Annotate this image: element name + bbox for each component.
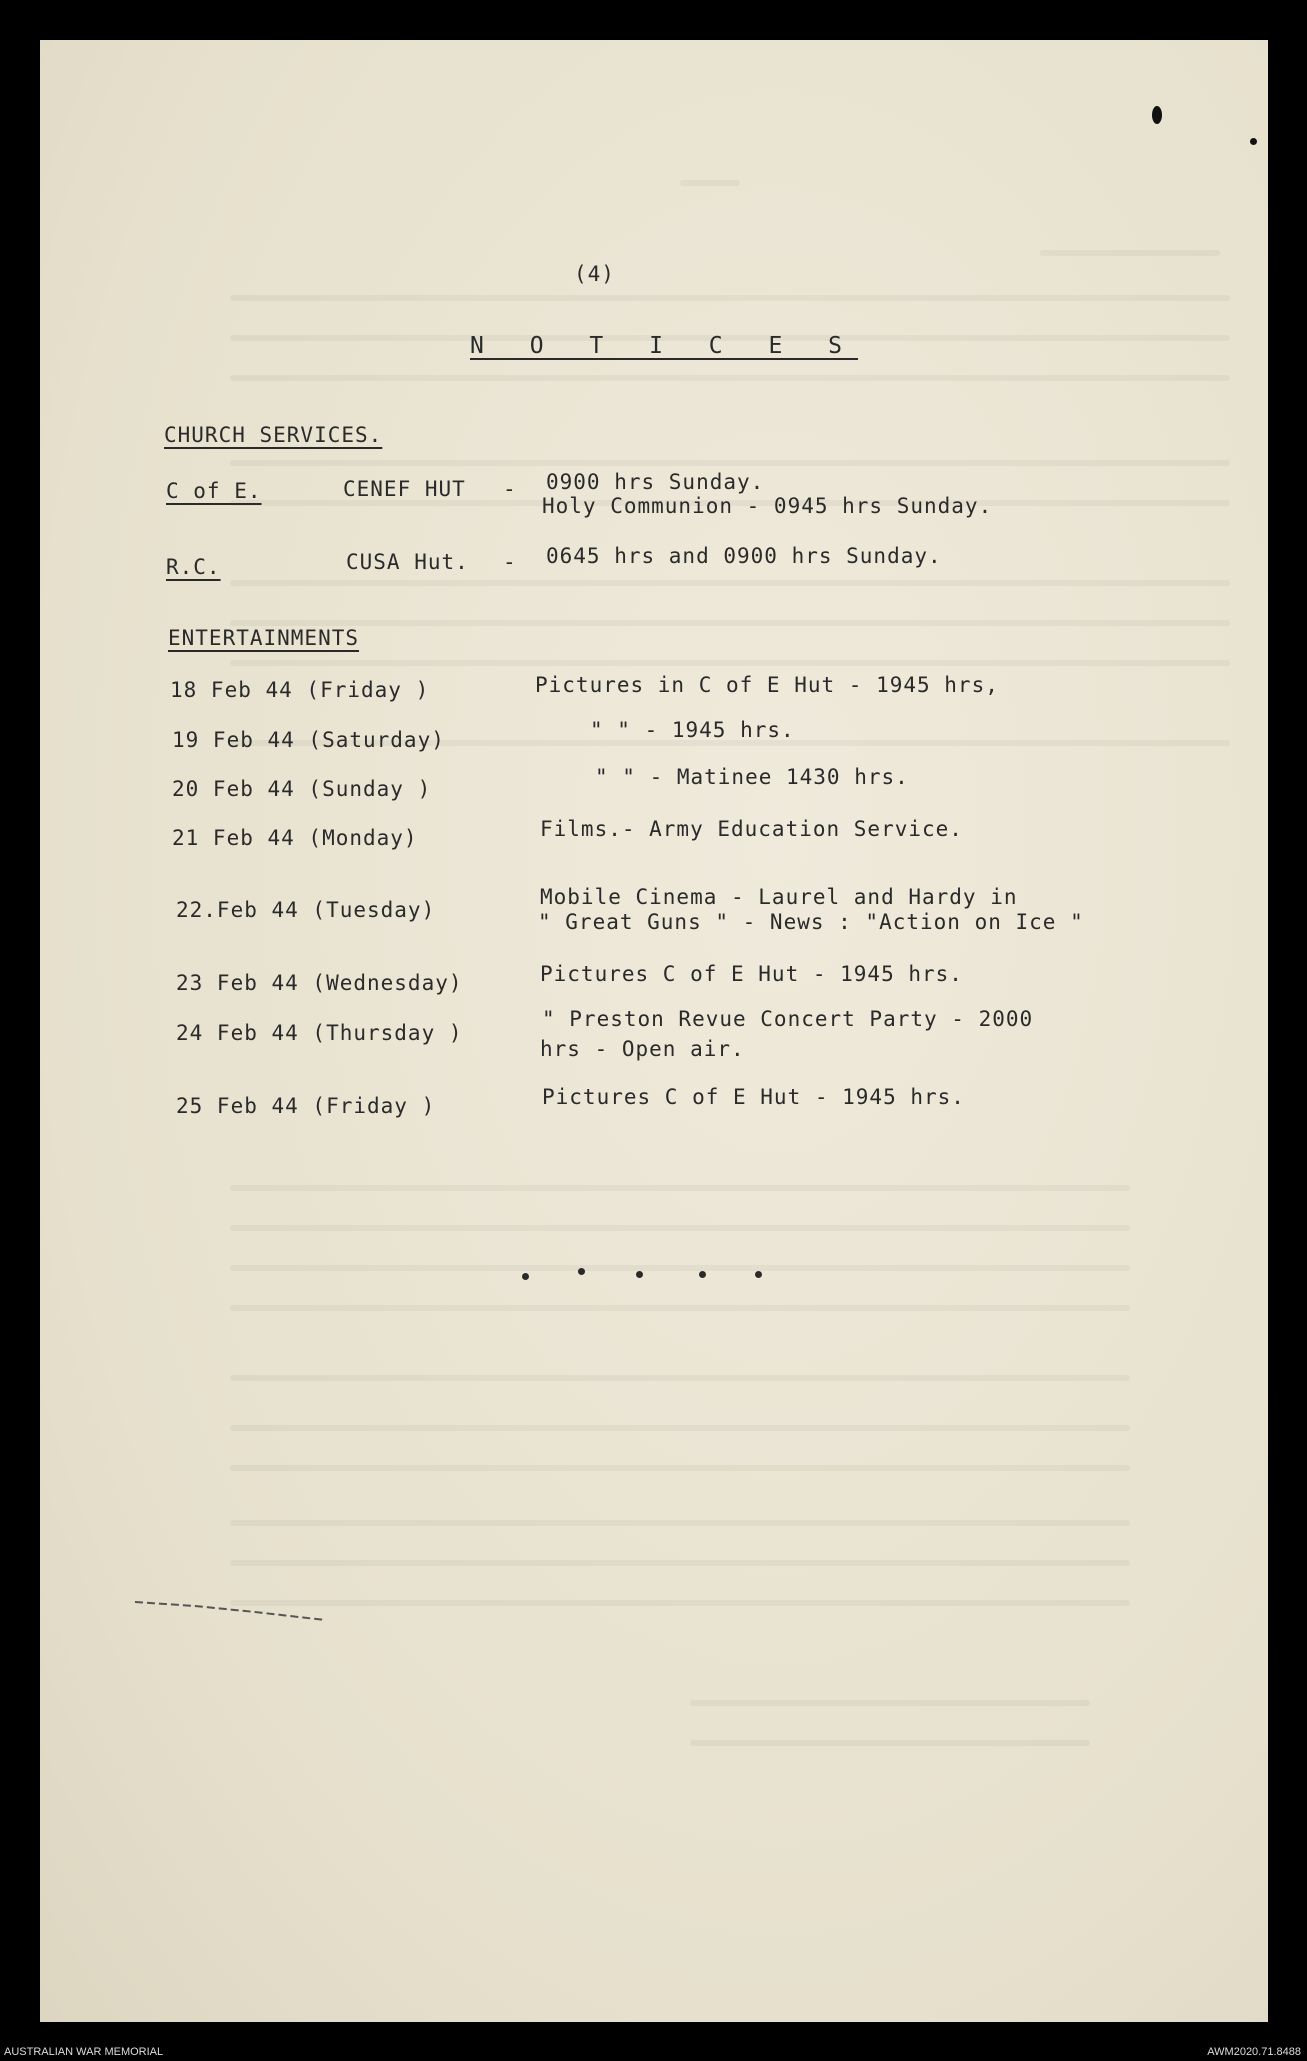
entertainments-heading: ENTERTAINMENTS <box>168 626 360 650</box>
entertainment-event: " " - Matinee 1430 hrs. <box>595 765 909 789</box>
entertainment-event: " " - 1945 hrs. <box>590 718 795 742</box>
entertainment-date: 22.Feb 44 (Tuesday) <box>176 898 436 922</box>
punch-hole-mark <box>1152 106 1162 124</box>
entertainment-date: 18 Feb 44 (Friday ) <box>170 678 430 702</box>
church-row-venue: CENEF HUT <box>343 477 466 501</box>
church-row-denom: R.C. <box>166 555 221 579</box>
punch-hole-mark <box>1250 138 1257 145</box>
church-row-venue: CUSA Hut. <box>346 550 469 574</box>
entertainment-event: Pictures C of E Hut - 1945 hrs. <box>540 962 963 986</box>
church-row-dash: - <box>503 477 517 501</box>
church-row-denom: C of E. <box>166 479 262 503</box>
entertainment-event: " Preston Revue Concert Party - 2000 <box>542 1007 1034 1031</box>
archive-accession: AWM2020.71.8488 <box>1207 2046 1301 2058</box>
page-title: N O T I C E S <box>470 333 859 359</box>
entertainment-date: 20 Feb 44 (Sunday ) <box>172 777 432 801</box>
entertainment-date: 25 Feb 44 (Friday ) <box>176 1094 436 1118</box>
church-row-dash: - <box>503 550 517 574</box>
entertainment-event: Films.- Army Education Service. <box>540 817 963 841</box>
entertainment-event: Pictures in C of E Hut - 1945 hrs, <box>535 673 999 697</box>
entertainment-date: 21 Feb 44 (Monday) <box>172 826 418 850</box>
entertainment-event: Mobile Cinema - Laurel and Hardy in <box>540 885 1018 909</box>
church-row-time: 0645 hrs and 0900 hrs Sunday. <box>546 544 942 568</box>
entertainment-event-2: " Great Guns " - News : "Action on Ice " <box>538 910 1084 934</box>
entertainment-date: 19 Feb 44 (Saturday) <box>172 728 445 752</box>
entertainment-date: 23 Feb 44 (Wednesday) <box>176 971 463 995</box>
page-number: (4) <box>574 262 615 286</box>
entertainment-date: 24 Feb 44 (Thursday ) <box>176 1021 463 1045</box>
entertainment-event: Pictures C of E Hut - 1945 hrs. <box>542 1085 965 1109</box>
church-row-time: 0900 hrs Sunday. <box>546 470 765 494</box>
archive-name: AUSTRALIAN WAR MEMORIAL <box>4 2046 164 2058</box>
church-row-time-2: Holy Communion - 0945 hrs Sunday. <box>542 494 993 518</box>
entertainment-event-2: hrs - Open air. <box>540 1037 745 1061</box>
church-services-heading: CHURCH SERVICES. <box>164 423 383 447</box>
signature-stroke <box>135 1590 535 1630</box>
archive-footer <box>0 2043 1307 2061</box>
